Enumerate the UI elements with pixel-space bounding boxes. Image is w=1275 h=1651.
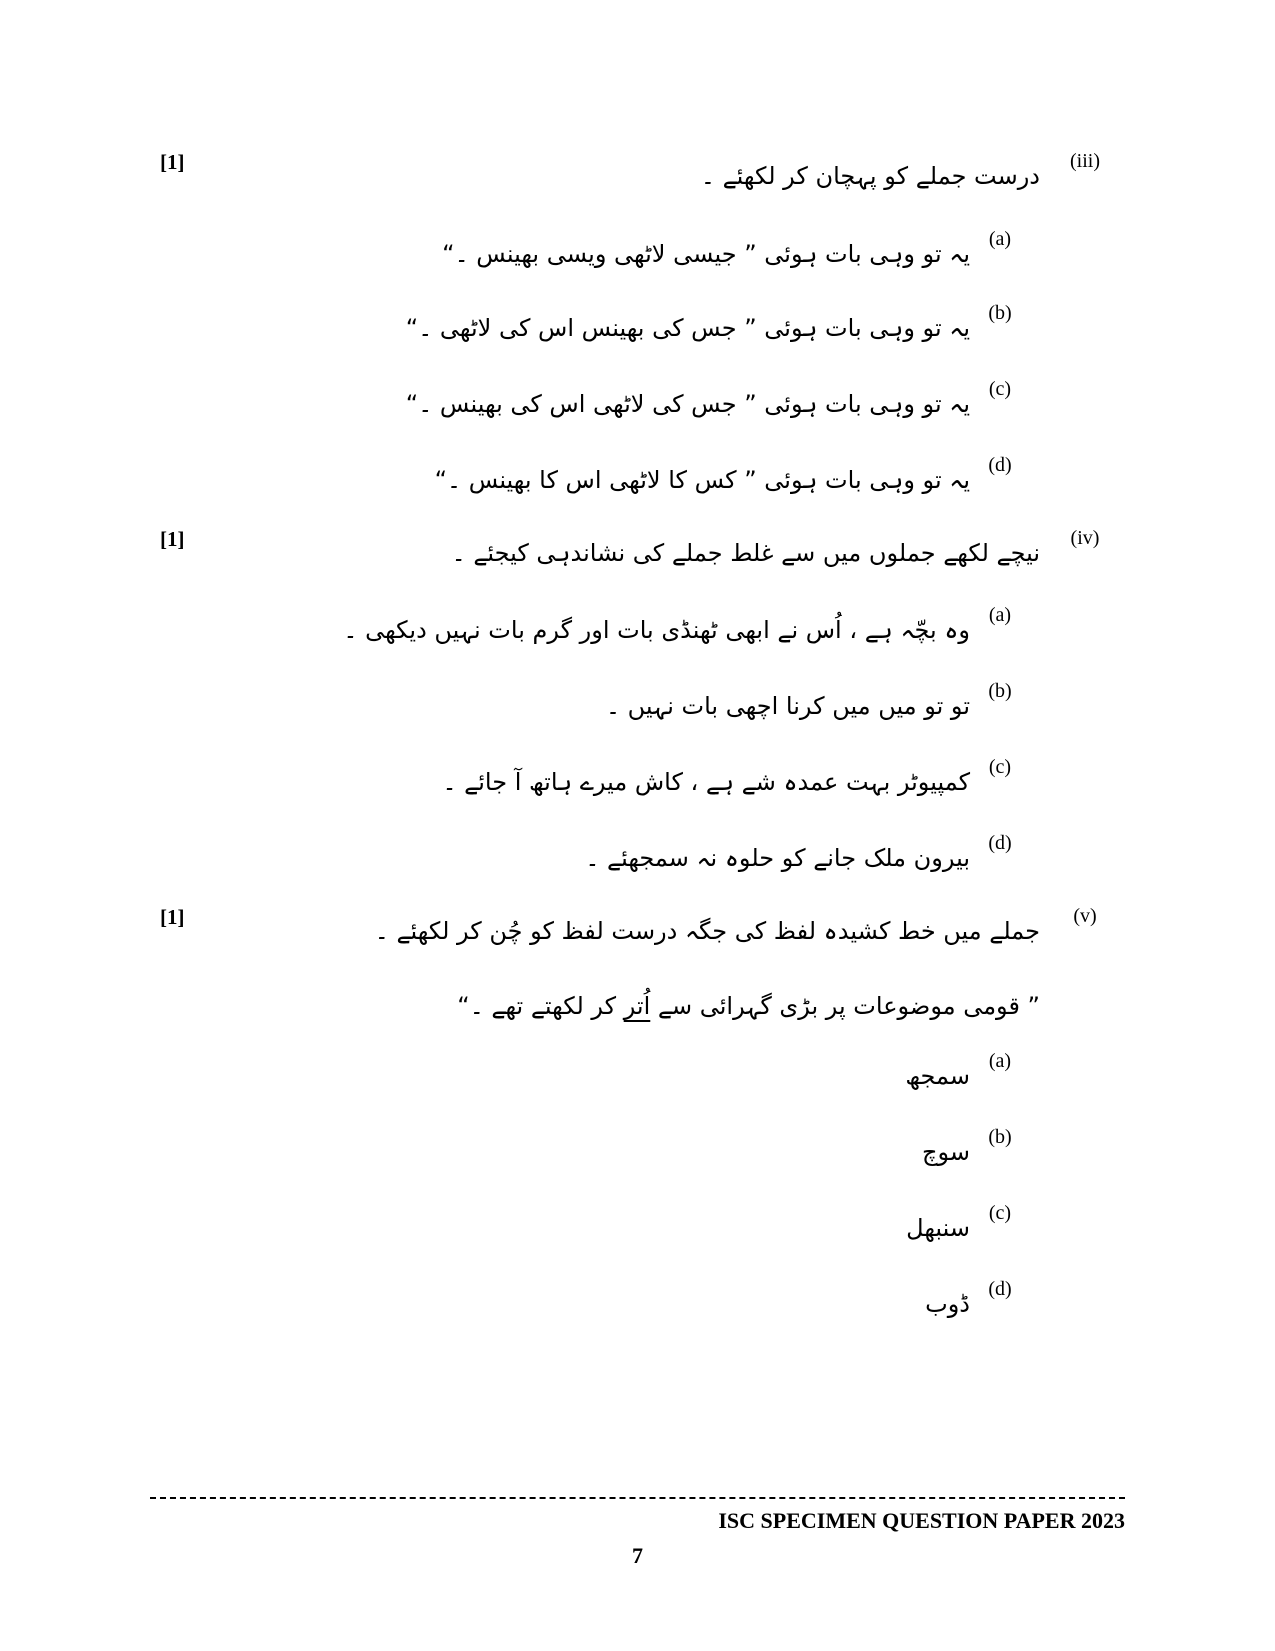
option-label: (a): [988, 228, 1012, 250]
question-number: (v): [1073, 905, 1097, 927]
option-text: یہ تو وہی بات ہوئی ” جس کی بھینس اس کی لاٹھی ۔“: [405, 314, 970, 342]
option-label: (b): [988, 680, 1012, 702]
question-text: نیچے لکھے جملوں میں سے غلط جملے کی نشاندہی کیجئے ۔: [451, 539, 1040, 567]
marks-label: [1]: [160, 527, 185, 551]
example-sentence: [457, 990, 1040, 1022]
question-text: درست جملے کو پہچان کر لکھئے ۔: [700, 162, 1040, 190]
footer-title: ISC SPECIMEN QUESTION PAPER 2023: [718, 1508, 1125, 1533]
question-text: جملے میں خط کشیدہ لفظ کی جگہ درست لفظ کو چُن کر لکھئے ۔: [374, 917, 1040, 945]
marks-label: [1]: [160, 150, 185, 174]
option-label: (d): [988, 1278, 1012, 1300]
option-text: ڈوب: [925, 1290, 970, 1318]
question-number: (iii): [1070, 150, 1100, 172]
option-text: سمجھ: [905, 1062, 970, 1090]
option-text: یہ تو وہی بات ہوئی ” جیسی لاٹھی ویسی بھینس ۔“: [442, 240, 970, 268]
option-label: (b): [988, 302, 1012, 324]
option-text: سنبھل: [906, 1214, 970, 1242]
option-text: یہ تو وہی بات ہوئی ” جس کی لاٹھی اس کی بھینس ۔“: [405, 390, 970, 418]
option-text: تو تو میں میں کرنا اچھی بات نہیں ۔: [605, 692, 970, 720]
option-label: (d): [988, 832, 1012, 854]
sentence-part: کر لکھتے تھے ۔“: [457, 992, 624, 1020]
option-label: (c): [988, 756, 1012, 778]
page-number: 7: [632, 1543, 643, 1568]
option-text: بیرون ملک جانے کو حلوہ نہ سمجھئے ۔: [585, 844, 970, 872]
option-text: وہ بچّہ ہے ، اُس نے ابھی ٹھنڈی بات اور گرم بات نہیں دیکھی ۔: [343, 616, 970, 644]
option-text: کمپیوٹر بہت عمدہ شے ہے ، کاش میرے ہاتھ آ جائے ۔: [442, 768, 970, 796]
sentence-part: ” قومی موضوعات پر بڑی گہرائی سے: [650, 992, 1040, 1020]
option-label: (b): [988, 1126, 1012, 1148]
footer-divider: [150, 1497, 1125, 1499]
option-label: (c): [988, 378, 1012, 400]
underlined-word: اُتر: [623, 992, 651, 1020]
option-text: سوچ: [922, 1138, 970, 1166]
option-text: یہ تو وہی بات ہوئی ” کس کا لاٹھی اس کا بھینس ۔“: [434, 466, 970, 494]
option-label: (a): [988, 604, 1012, 626]
question-number: (iv): [1070, 527, 1100, 549]
option-label: (d): [988, 454, 1012, 476]
option-label: (a): [988, 1050, 1012, 1072]
option-label: (c): [988, 1202, 1012, 1224]
marks-label: [1]: [160, 905, 185, 929]
